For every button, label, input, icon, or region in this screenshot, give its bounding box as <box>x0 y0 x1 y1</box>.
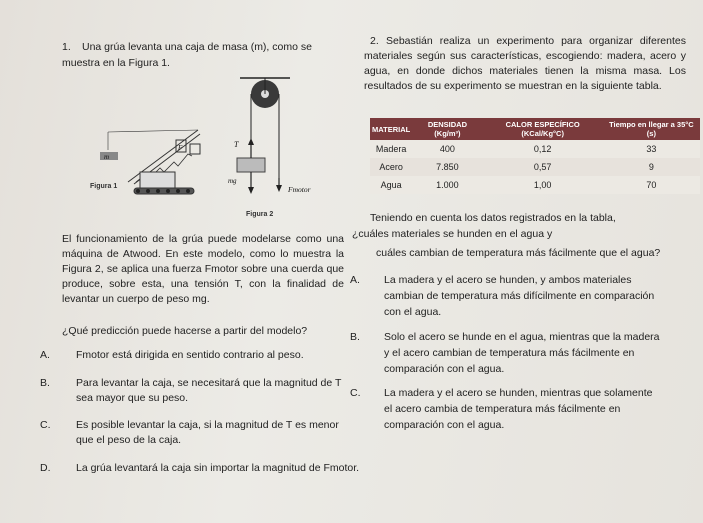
q2-option-b-line3: comparación con el agua. <box>384 363 505 375</box>
table-cell: 1,00 <box>483 176 603 194</box>
table-row <box>370 140 700 158</box>
q1-paragraph: El funcionamiento de la grúa puede modelarse como una máquina de Atwood. En este modelo, como lo muestra la Figura 2, se aplica una fuerza Fmotor sobre una cuerda que produce, sobre esta, una tensión T, con la finalidad de levantar un cuerpo de peso mg. <box>62 233 344 305</box>
table-cell: 70 <box>603 176 700 194</box>
table-cell: Acero <box>370 158 412 176</box>
q2-option-a-line1: La madera y el acero se hunden, y ambos materiales <box>384 274 632 286</box>
q1-number: 1. <box>62 41 71 53</box>
table-row <box>370 158 700 176</box>
q2-question-line3: cuáles cambian de temperatura más fácilmente que el agua? <box>376 247 661 259</box>
fig2-fmotor-label: Fmotor <box>288 185 311 194</box>
q2-option-a-letter[interactable]: A. <box>350 274 360 286</box>
q1-option-d-letter[interactable]: D. <box>40 462 51 474</box>
q1-option-c-line2: que el peso de la caja. <box>76 434 182 446</box>
q2-option-a-line2: cambian de temperatura más difícilmente en comparación <box>384 290 655 302</box>
table-cell: 33 <box>603 140 700 158</box>
q2-option-a-line3: con el agua. <box>384 306 442 318</box>
table-cell: 7.850 <box>412 158 482 176</box>
fig2-t-label: T <box>234 140 239 149</box>
q2-option-c-line1: La madera y el acero se hunden, mientras que solamente <box>384 387 653 399</box>
q1-option-a-letter[interactable]: A. <box>40 349 50 361</box>
materials-table <box>370 118 700 194</box>
table-cell: Agua <box>370 176 412 194</box>
q1-option-a-text: Fmotor está dirigida en sentido contrario al peso. <box>76 349 304 361</box>
table-row <box>370 176 700 194</box>
q1-option-b-line1: Para levantar la caja, se necesitará que la magnitud de T <box>76 377 342 389</box>
q2-question-line2: ¿cuáles materiales se hunden en el agua y <box>352 228 553 240</box>
q1-stem-line2: muestra en la Figura 1. <box>62 57 170 69</box>
table-header-specific-heat: CALOR ESPECÍFICO (KCal/Kg°C) <box>483 118 603 140</box>
fig1-f-label: F <box>178 144 183 152</box>
q1-option-b-line2: sea mayor que su peso. <box>76 392 189 404</box>
q1-option-c-letter[interactable]: C. <box>40 419 51 431</box>
table-cell: 400 <box>412 140 482 158</box>
q1-option-d-text: La grúa levantará la caja sin importar la magnitud de Fmotor. <box>76 462 360 474</box>
q2-number: 2. <box>370 35 379 47</box>
table-cell: 9 <box>603 158 700 176</box>
figure-2-caption: Figura 2 <box>246 211 274 218</box>
q1-option-c-line1: Es posible levantar la caja, si la magnitud de T es menor <box>76 419 339 431</box>
q2-option-b-letter[interactable]: B. <box>350 331 360 343</box>
q2-option-c-line2: el acero cambia de temperatura más fácilmente en <box>384 403 621 415</box>
q1-question: ¿Qué predicción puede hacerse a partir del modelo? <box>62 325 308 337</box>
q2-option-c-line3: comparación con el agua. <box>384 419 505 431</box>
table-cell: 0,12 <box>483 140 603 158</box>
table-cell: 0,57 <box>483 158 603 176</box>
fig1-m-label: m <box>104 153 110 161</box>
fig2-mg-label: mg <box>228 177 237 185</box>
q2-intro: Sebastián realiza un experimento para organizar diferentes materiales según sus características, escogiendo: madera, acero y agua, en donde dichos materiales tienen la misma masa. Los resultados de su experimento se muestran en la siguiente tabla. <box>364 35 686 92</box>
figure-1-caption: Figura 1 <box>90 183 118 190</box>
figure-1-crane <box>88 110 238 210</box>
q2-option-c-letter[interactable]: C. <box>350 387 361 399</box>
table-header-time: Tiempo en llegar a 35°C (s) <box>603 118 700 140</box>
figure-2-atwood <box>220 70 350 220</box>
table-header-density: DENSIDAD (Kg/m³) <box>412 118 482 140</box>
table-cell: 1.000 <box>412 176 482 194</box>
table-header-material: MATERIAL <box>370 118 412 140</box>
table-cell: Madera <box>370 140 412 158</box>
q1-stem-line1: Una grúa levanta una caja de masa (m), como se <box>82 41 312 53</box>
q1-option-b-letter[interactable]: B. <box>40 377 50 389</box>
q2-option-b-line1: Solo el acero se hunde en el agua, mientras que la madera <box>384 331 660 343</box>
q2-question-line1: Teniendo en cuenta los datos registrados en la tabla, <box>370 212 616 224</box>
q2-option-b-line2: y el acero cambian de temperatura más fácilmente en <box>384 347 635 359</box>
